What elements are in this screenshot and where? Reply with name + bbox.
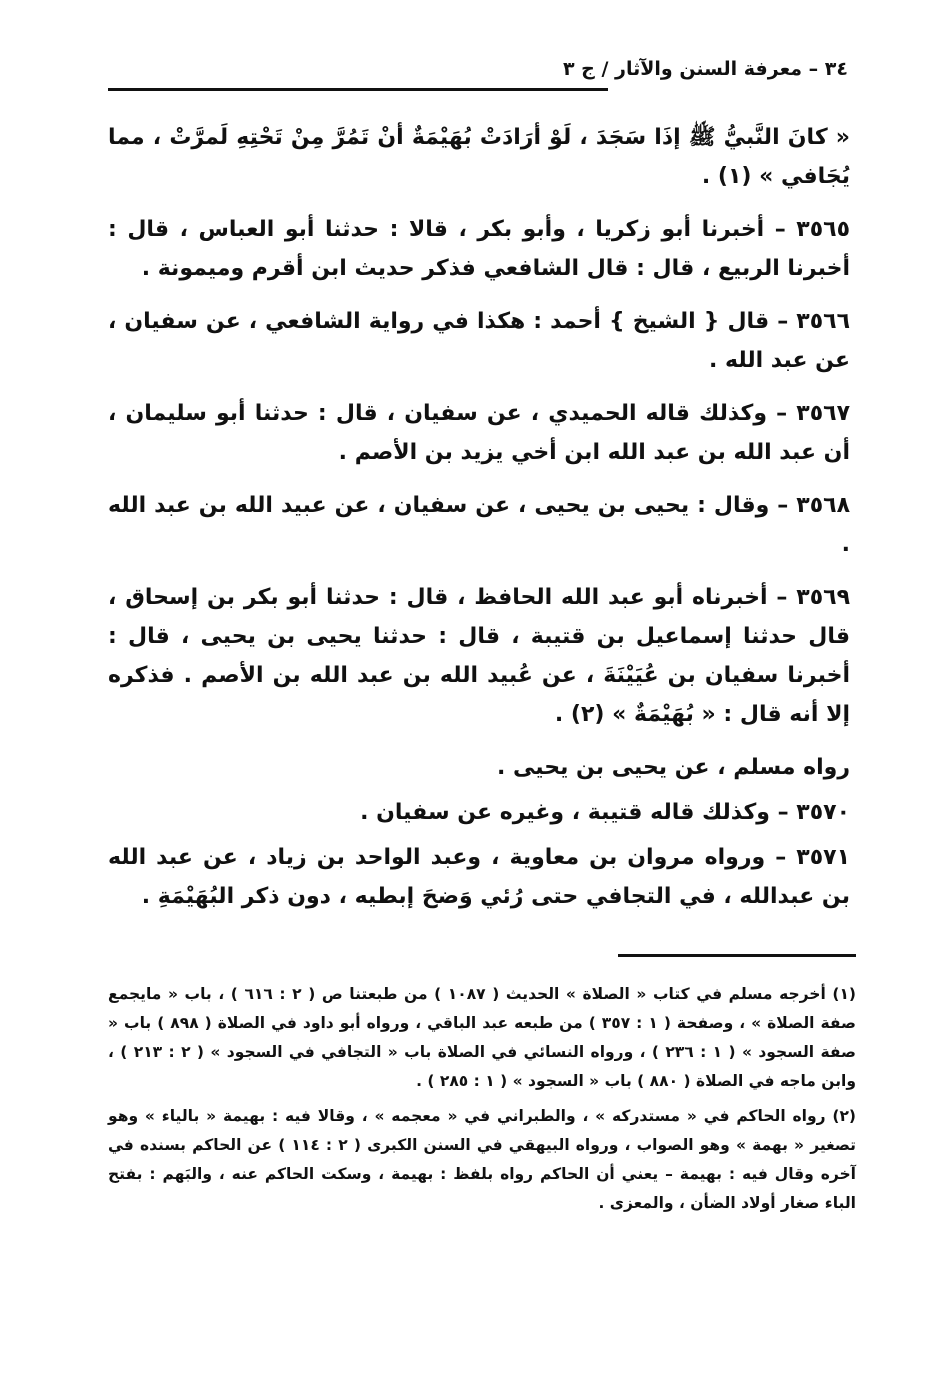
header-rule <box>108 88 608 91</box>
hadith-quote: « كانَ النَّبيُّ ﷺ إذَا سَجَدَ ، لَوْ أرَادَتْ بُهَيْمَةٌ أنْ تَمُرَّ مِنْ تَحْتِهِ لَمرَّتْ ، مما يُجَافي » (١) . <box>108 125 850 189</box>
muslim-note: رواه مسلم ، عن يحيى بن يحيى . <box>496 755 850 780</box>
footnote-2: (٢) رواه الحاكم في « مستدركه » ، والطبراني في « معجمه » ، وقالا فيه : بهيمة « بالياء » وهو تصغير « بهمة » وهو الصواب ، ورواه البيهقي في السنن الكبرى ( ٢ : ١١٤ ) عن الحاكم بسنده في آخره وقال فيه : بهيمة – يعني أن الحاكم رواه بلفظ : بهيمة ، وسكت الحاكم عنه ، والبَهم : بفتح الباء صغار أولاد الضأن ، والمعزى . <box>108 1107 857 1212</box>
narration-3567: ٣٥٦٧ – وكذلك قاله الحميدي ، عن سفيان ، قال : حدثنا أبو سليمان ، أن عبد الله بن عبد الله ابن أخي يزيد بن الأصم . <box>108 401 850 465</box>
page-header <box>108 58 848 98</box>
narration-3569: ٣٥٦٩ – أخبرناه أبو عبد الله الحافظ ، قال : حدثنا أبو بكر بن إسحاق ، قال حدثنا إسماعيل بن قتيبة ، قال : حدثنا يحيى بن يحيى ، قال : أخبرنا سفيان بن عُيَيْنَةَ ، عن عُبيد الله بن عبد الله بن الأصم . فذكره إلا أنه قال : « بُهَيْمَةٌ » (٢) . <box>108 585 850 727</box>
footnotes <box>108 980 856 1224</box>
narration-3566: ٣٥٦٦ – قال { الشيخ } أحمد : هكذا في رواية الشافعي ، عن سفيان ، عن عبد الله . <box>108 309 850 373</box>
narration-3565: ٣٥٦٥ – أخبرنا أبو زكريا ، وأبو بكر ، قالا : حدثنا أبو العباس ، قال : أخبرنا الربيع ، قال : قال الشافعي فذكر حديث ابن أقرم وميمونة . <box>108 217 850 281</box>
narration-3570: ٣٥٧٠ – وكذلك قاله قتيبة ، وغيره عن سفيان . <box>360 800 850 825</box>
footnote-1: (١) أخرجه مسلم في كتاب « الصلاة » الحديث ( ١٠٨٧ ) من طبعتنا ص ( ٢ : ٦١٦ ) ، باب « مايجمع صفة الصلاة » ، وصفحة ( ١ : ٣٥٧ ) من طبعه عبد الباقي ، ورواه أبو داود في الصلاة ( ٨٩٨ ) باب « صفة السجود » ( ١ : ٢٣٦ ) ، ورواه النسائي في الصلاة باب « التجافي في السجود » ( ٢ : ٢١٣ ) ، وابن ماجه في الصلاة ( ٨٨٠ ) باب « السجود » ( ١ : ٢٨٥ ) . <box>108 985 857 1090</box>
running-title: ٣٤ – معرفة السنن والآثار / ج ٣ <box>562 58 848 80</box>
footnote-rule <box>618 954 856 957</box>
narration-3571: ٣٥٧١ – ورواه مروان بن معاوية ، وعبد الواحد بن زياد ، عن عبد الله بن عبدالله ، في التجافي حتى رُئي وَضحَ إبطيه ، دون ذكر البُهَيْمَةِ . <box>108 845 850 909</box>
narration-3568: ٣٥٦٨ – وقال : يحيى بن يحيى ، عن سفيان ، عن عبيد الله بن عبد الله . <box>108 493 850 557</box>
main-text <box>108 118 850 930</box>
